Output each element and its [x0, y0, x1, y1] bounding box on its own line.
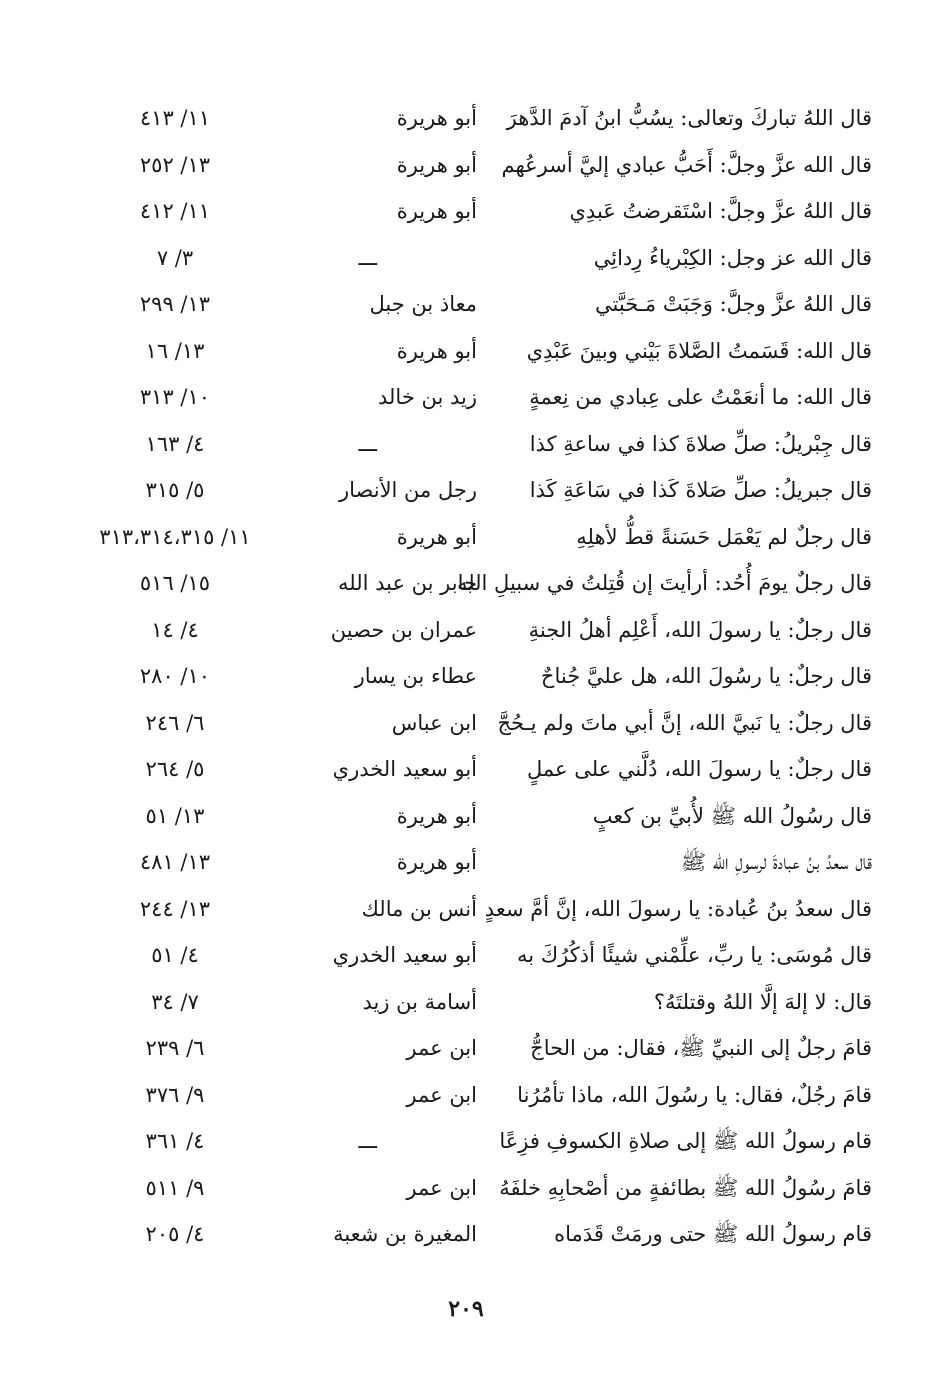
hadith-text: قال الله عز وجل: الكِبْرياءُ رِدائِي — [593, 245, 872, 270]
index-row — [60, 886, 872, 933]
narrator: ـــ — [358, 431, 377, 456]
volume-page-reference: ١١/ ٤١٢ — [139, 199, 211, 223]
volume-page-reference: ١٣/ ١٦ — [145, 338, 205, 363]
narrator: معاذ بن جبل — [369, 292, 477, 316]
narrator: أبو هريرة — [396, 524, 477, 549]
index-row — [60, 979, 872, 1026]
hadith-text: قال رجلٌ لم يَعْمَل حَسَنةً قطُّ لأهلِهِ — [576, 524, 872, 549]
narrator: ـــ — [358, 1129, 377, 1153]
index-row — [60, 793, 872, 840]
volume-page-reference: ٤/ ٢٠٥ — [145, 1222, 205, 1246]
narrator: عطاء بن يسار — [354, 664, 477, 688]
narrator: جابر بن عبد الله — [337, 571, 477, 595]
volume-page-reference: ٩/ ٣٧٦ — [145, 1082, 205, 1107]
hadith-text: قامَ رسُولُ الله ﷺ بطائفةٍ من أصْحابِهِ خلفَهُ — [499, 1175, 872, 1200]
index-row — [60, 1165, 872, 1212]
index-row — [60, 281, 872, 328]
hadith-text: قال الله: قَسَمتُ الصَّلاةَ بَيْني وبينَ عَبْدِي — [526, 338, 872, 363]
hadith-text: قال اللهُ عزَّ وجلَّ: اسْتَقرضتُ عَبدِي — [569, 199, 872, 223]
narrator: المغيرة بن شعبة — [333, 1222, 477, 1246]
narrator: أبو هريرة — [396, 152, 477, 177]
index-row — [60, 514, 872, 561]
narrator: أبو هريرة — [396, 803, 477, 828]
index-row — [60, 1072, 872, 1119]
index-row — [60, 328, 872, 375]
index-row — [60, 607, 872, 654]
narrator: أبو هريرة — [396, 106, 477, 130]
volume-page-reference: ١٥/ ٥١٦ — [139, 571, 211, 595]
narrator: ابن عمر — [406, 1082, 477, 1107]
hadith-text: قال رجلٌ يومَ أُحُد: أرأيتَ إن قُتِلتُ في سبيلِ الله — [456, 571, 872, 595]
narrator: رجل من الأنصار — [338, 478, 477, 502]
index-row — [60, 235, 872, 282]
index-row — [60, 700, 872, 747]
index-row — [60, 746, 872, 793]
hadith-index-list — [60, 95, 872, 1258]
volume-page-reference: ٤/ ١٤ — [151, 617, 199, 642]
volume-page-reference: ١١/ ٣١٣،٣١٤،٣١٥ — [99, 524, 251, 549]
hadith-text: قامَ رجلٌ إلى النبيِّ ﷺ، فقال: من الحاجُّ — [530, 1036, 872, 1060]
index-row — [60, 374, 872, 421]
index-row — [60, 467, 872, 514]
index-row — [60, 142, 872, 189]
index-row — [60, 421, 872, 468]
index-row — [60, 1118, 872, 1165]
index-row — [60, 1025, 872, 1072]
index-row — [60, 839, 872, 886]
volume-page-reference: ٩/ ٥١١ — [145, 1175, 205, 1200]
volume-page-reference: ٦/ ٢٤٦ — [145, 710, 205, 735]
hadith-text: قال سعدُ بنُ عبادةَ لرسولِ الله ﷺ — [680, 850, 872, 874]
hadith-text: قال: لا إلهَ إلَّا اللهُ وقتلتَهُ؟ — [653, 989, 872, 1014]
narrator: أبو هريرة — [396, 199, 477, 223]
narrator: ابن عمر — [406, 1175, 477, 1200]
index-row — [60, 560, 872, 607]
hadith-text: قال الله عزَّ وجلَّ: أَحَبُّ عبادي إليَّ أسرعُهم — [501, 152, 872, 177]
hadith-text: قامَ رجُلٌ، فقال: يا رسُولَ الله، ماذا تأمُرُنا — [517, 1082, 872, 1107]
narrator: ابن عمر — [406, 1036, 477, 1060]
index-row — [60, 95, 872, 142]
hadith-text: قال اللهُ تباركَ وتعالى: يسُبُّ ابنُ آدمَ الدَّهرَ — [506, 106, 872, 130]
volume-page-reference: ١٣/ ٥١ — [145, 803, 205, 828]
page-number: ٢٠٩ — [448, 1296, 484, 1322]
hadith-text: قال الله: ما أنعَمْتُ على عِبادي من نِعمةٍ — [529, 385, 872, 409]
narrator: زيد بن خالد — [378, 385, 477, 409]
volume-page-reference: ٥/ ٢٦٤ — [145, 757, 205, 781]
index-row — [60, 932, 872, 979]
hadith-text: قال جِبْريلُ: صلِّ صلاةَ كذا في ساعةِ كذا — [529, 431, 872, 456]
hadith-text: قال سعدُ بنُ عُبادة: يا رسولَ الله، إنَّ أمَّ سعدٍ — [484, 896, 872, 921]
hadith-text: قال اللهُ عزَّ وجلَّ: وَجَبَتْ مَـحَبَّتي — [595, 292, 872, 316]
narrator: أبو هريرة — [396, 850, 477, 874]
hadith-text: قال رجلٌ: يا نَبيَّ الله، إنَّ أبي ماتَ ولم يـحُجَّ — [497, 710, 872, 735]
volume-page-reference: ٤/ ٥١ — [151, 943, 199, 967]
volume-page-reference: ٧/ ٣٤ — [151, 989, 199, 1014]
narrator: أسامة بن زيد — [362, 989, 477, 1014]
narrator: أبو سعيد الخدري — [332, 943, 477, 967]
hadith-text: قال جبريلُ: صلِّ صَلاةَ كَذا في سَاعَةِ كَذا — [529, 478, 872, 502]
volume-page-reference: ٥/ ٣١٥ — [145, 478, 205, 502]
narrator: أبو سعيد الخدري — [332, 757, 477, 781]
volume-page-reference: ٤/ ٣٦١ — [145, 1129, 205, 1153]
volume-page-reference: ١١/ ٤١٣ — [139, 106, 211, 130]
index-row — [60, 188, 872, 235]
volume-page-reference: ١٣/ ٢٤٤ — [139, 896, 211, 921]
volume-page-reference: ١٣/ ٢٥٢ — [139, 152, 211, 177]
volume-page-reference: ١٣/ ٢٩٩ — [139, 292, 211, 316]
volume-page-reference: ٣/ ٧ — [156, 245, 194, 270]
volume-page-reference: ١٠/ ٢٨٠ — [139, 664, 211, 688]
hadith-text: قال رجلٌ: يا رسولَ الله، أَعْلِم أهلُ الجنةِ — [528, 617, 872, 642]
volume-page-reference: ٦/ ٢٣٩ — [145, 1036, 205, 1060]
index-row — [60, 653, 872, 700]
volume-page-reference: ١٣/ ٤٨١ — [139, 850, 211, 874]
narrator: عمران بن حصين — [330, 617, 477, 642]
hadith-text: قام رسولُ الله ﷺ إلى صلاةِ الكسوفِ فزِعًا — [499, 1129, 872, 1153]
narrator: أنس بن مالك — [361, 896, 477, 921]
index-row — [60, 1211, 872, 1258]
narrator: ابن عباس — [391, 710, 477, 735]
narrator: أبو هريرة — [396, 338, 477, 363]
volume-page-reference: ٤/ ١٦٣ — [145, 431, 205, 456]
hadith-text: قال رسُولُ الله ﷺ لأُبيِّ بن كعبٍ — [592, 803, 872, 828]
hadith-text: قال رجلٌ: يا رسُولَ الله، هل عليَّ جُناحٌ — [540, 664, 872, 688]
volume-page-reference: ١٠/ ٣١٣ — [139, 385, 211, 409]
hadith-text: قال مُوسَى: يا ربِّ، علِّمْني شيئًا أذكُرُكَ به — [517, 943, 872, 967]
hadith-text: قال رجلٌ: يا رسولَ الله، دُلَّني على عملٍ — [527, 757, 872, 781]
narrator: ـــ — [358, 245, 377, 270]
hadith-text: قام رسولُ الله ﷺ حتى ورمَتْ قَدَماه — [554, 1222, 872, 1246]
